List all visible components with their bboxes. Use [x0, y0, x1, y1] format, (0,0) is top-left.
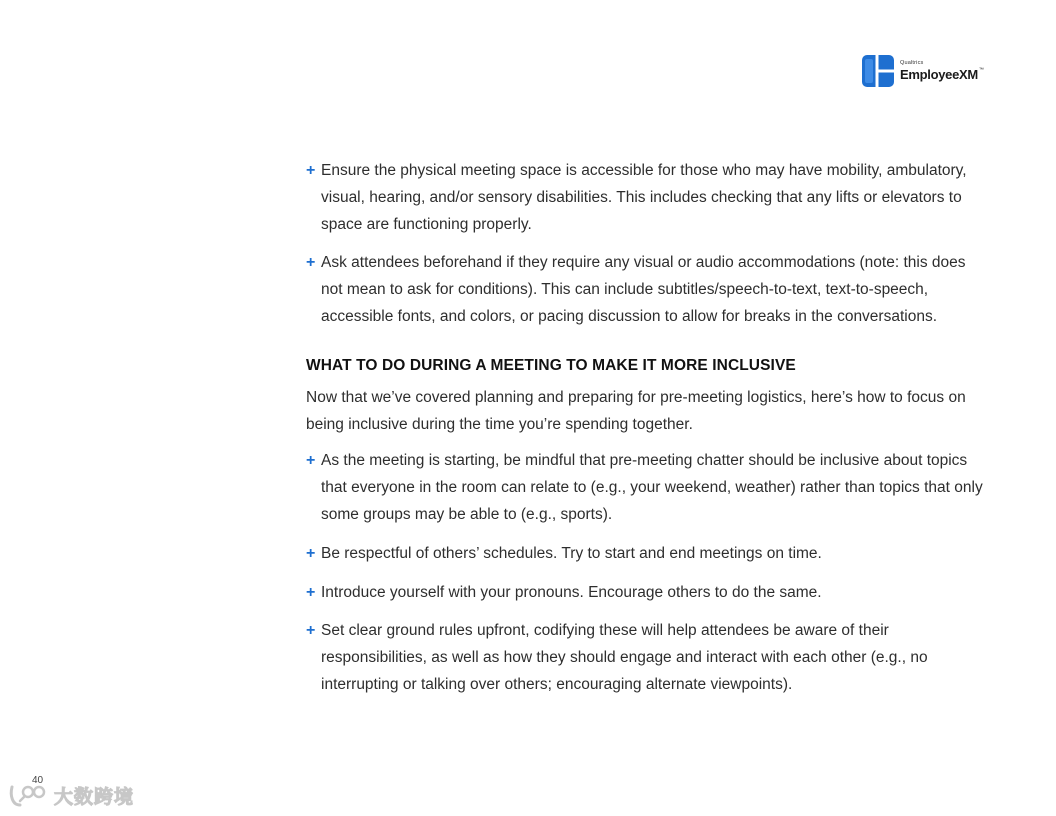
plus-icon: +	[306, 452, 316, 470]
page-content	[306, 158, 986, 711]
brand-product-name: EmployeeXM	[900, 66, 978, 82]
plus-icon: +	[306, 254, 316, 272]
brand-product	[900, 68, 984, 81]
plus-icon: +	[306, 583, 316, 601]
list-item-text: Set clear ground rules upfront, codifying these will help attendees be aware of their responsibilities, as well as how they should engage and interact with each other (e.g., no interrupting or talking over others; encouraging alternate viewpoints).	[321, 622, 928, 693]
list-item-text: Introduce yourself with your pronouns. Encourage others to do the same.	[321, 583, 822, 601]
list-item-text: As the meeting is starting, be mindful that pre-meeting chatter should be inclusive about topics that everyone in the room can relate to (e.g., your weekend, weather) rather than topics that only some groups may be able to (e.g., sports).	[321, 452, 983, 523]
list-item	[306, 448, 986, 528]
list-item	[306, 158, 986, 238]
brand-logo	[862, 55, 984, 87]
top-bullet-list	[306, 158, 986, 331]
list-item	[306, 618, 986, 698]
brand-trademark: ™	[978, 66, 984, 73]
qualtrics-xm-logo-icon	[862, 55, 894, 87]
watermark-text: 大数跨境	[54, 786, 135, 808]
list-item	[306, 580, 986, 607]
plus-icon: +	[306, 544, 316, 562]
section-intro: Now that we’ve covered planning and preparing for pre-meeting logistics, here’s how to focus on being inclusive during the time you’re spending together.	[306, 388, 966, 433]
watermark-logo-icon	[8, 783, 50, 809]
brand-wordmark	[900, 61, 984, 81]
list-item-text: Ensure the physical meeting space is accessible for those who may have mobility, ambulatory, visual, hearing, and/or sensory disabilities. This includes checking that any lifts or elevators to space are functioning properly.	[321, 162, 967, 233]
watermark	[8, 782, 134, 809]
list-item-text: Be respectful of others’ schedules. Try to start and end meetings on time.	[321, 544, 822, 562]
section-heading: WHAT TO DO DURING A MEETING TO MAKE IT MORE INCLUSIVE	[306, 356, 796, 374]
list-item-text: Ask attendees beforehand if they require any visual or audio accommodations (note: this does not mean to ask for conditions). This can include subtitles/speech-to-text, text-to-speech, accessible fonts, and colors, or pacing discussion to allow for breaks in the conversations.	[321, 254, 966, 325]
page-number: 40	[32, 775, 44, 786]
list-item	[306, 541, 986, 568]
brand-company: Qualtrics	[900, 60, 924, 67]
bottom-bullet-list	[306, 448, 986, 698]
plus-icon: +	[306, 622, 316, 640]
plus-icon: +	[306, 162, 316, 179]
list-item	[306, 250, 986, 330]
